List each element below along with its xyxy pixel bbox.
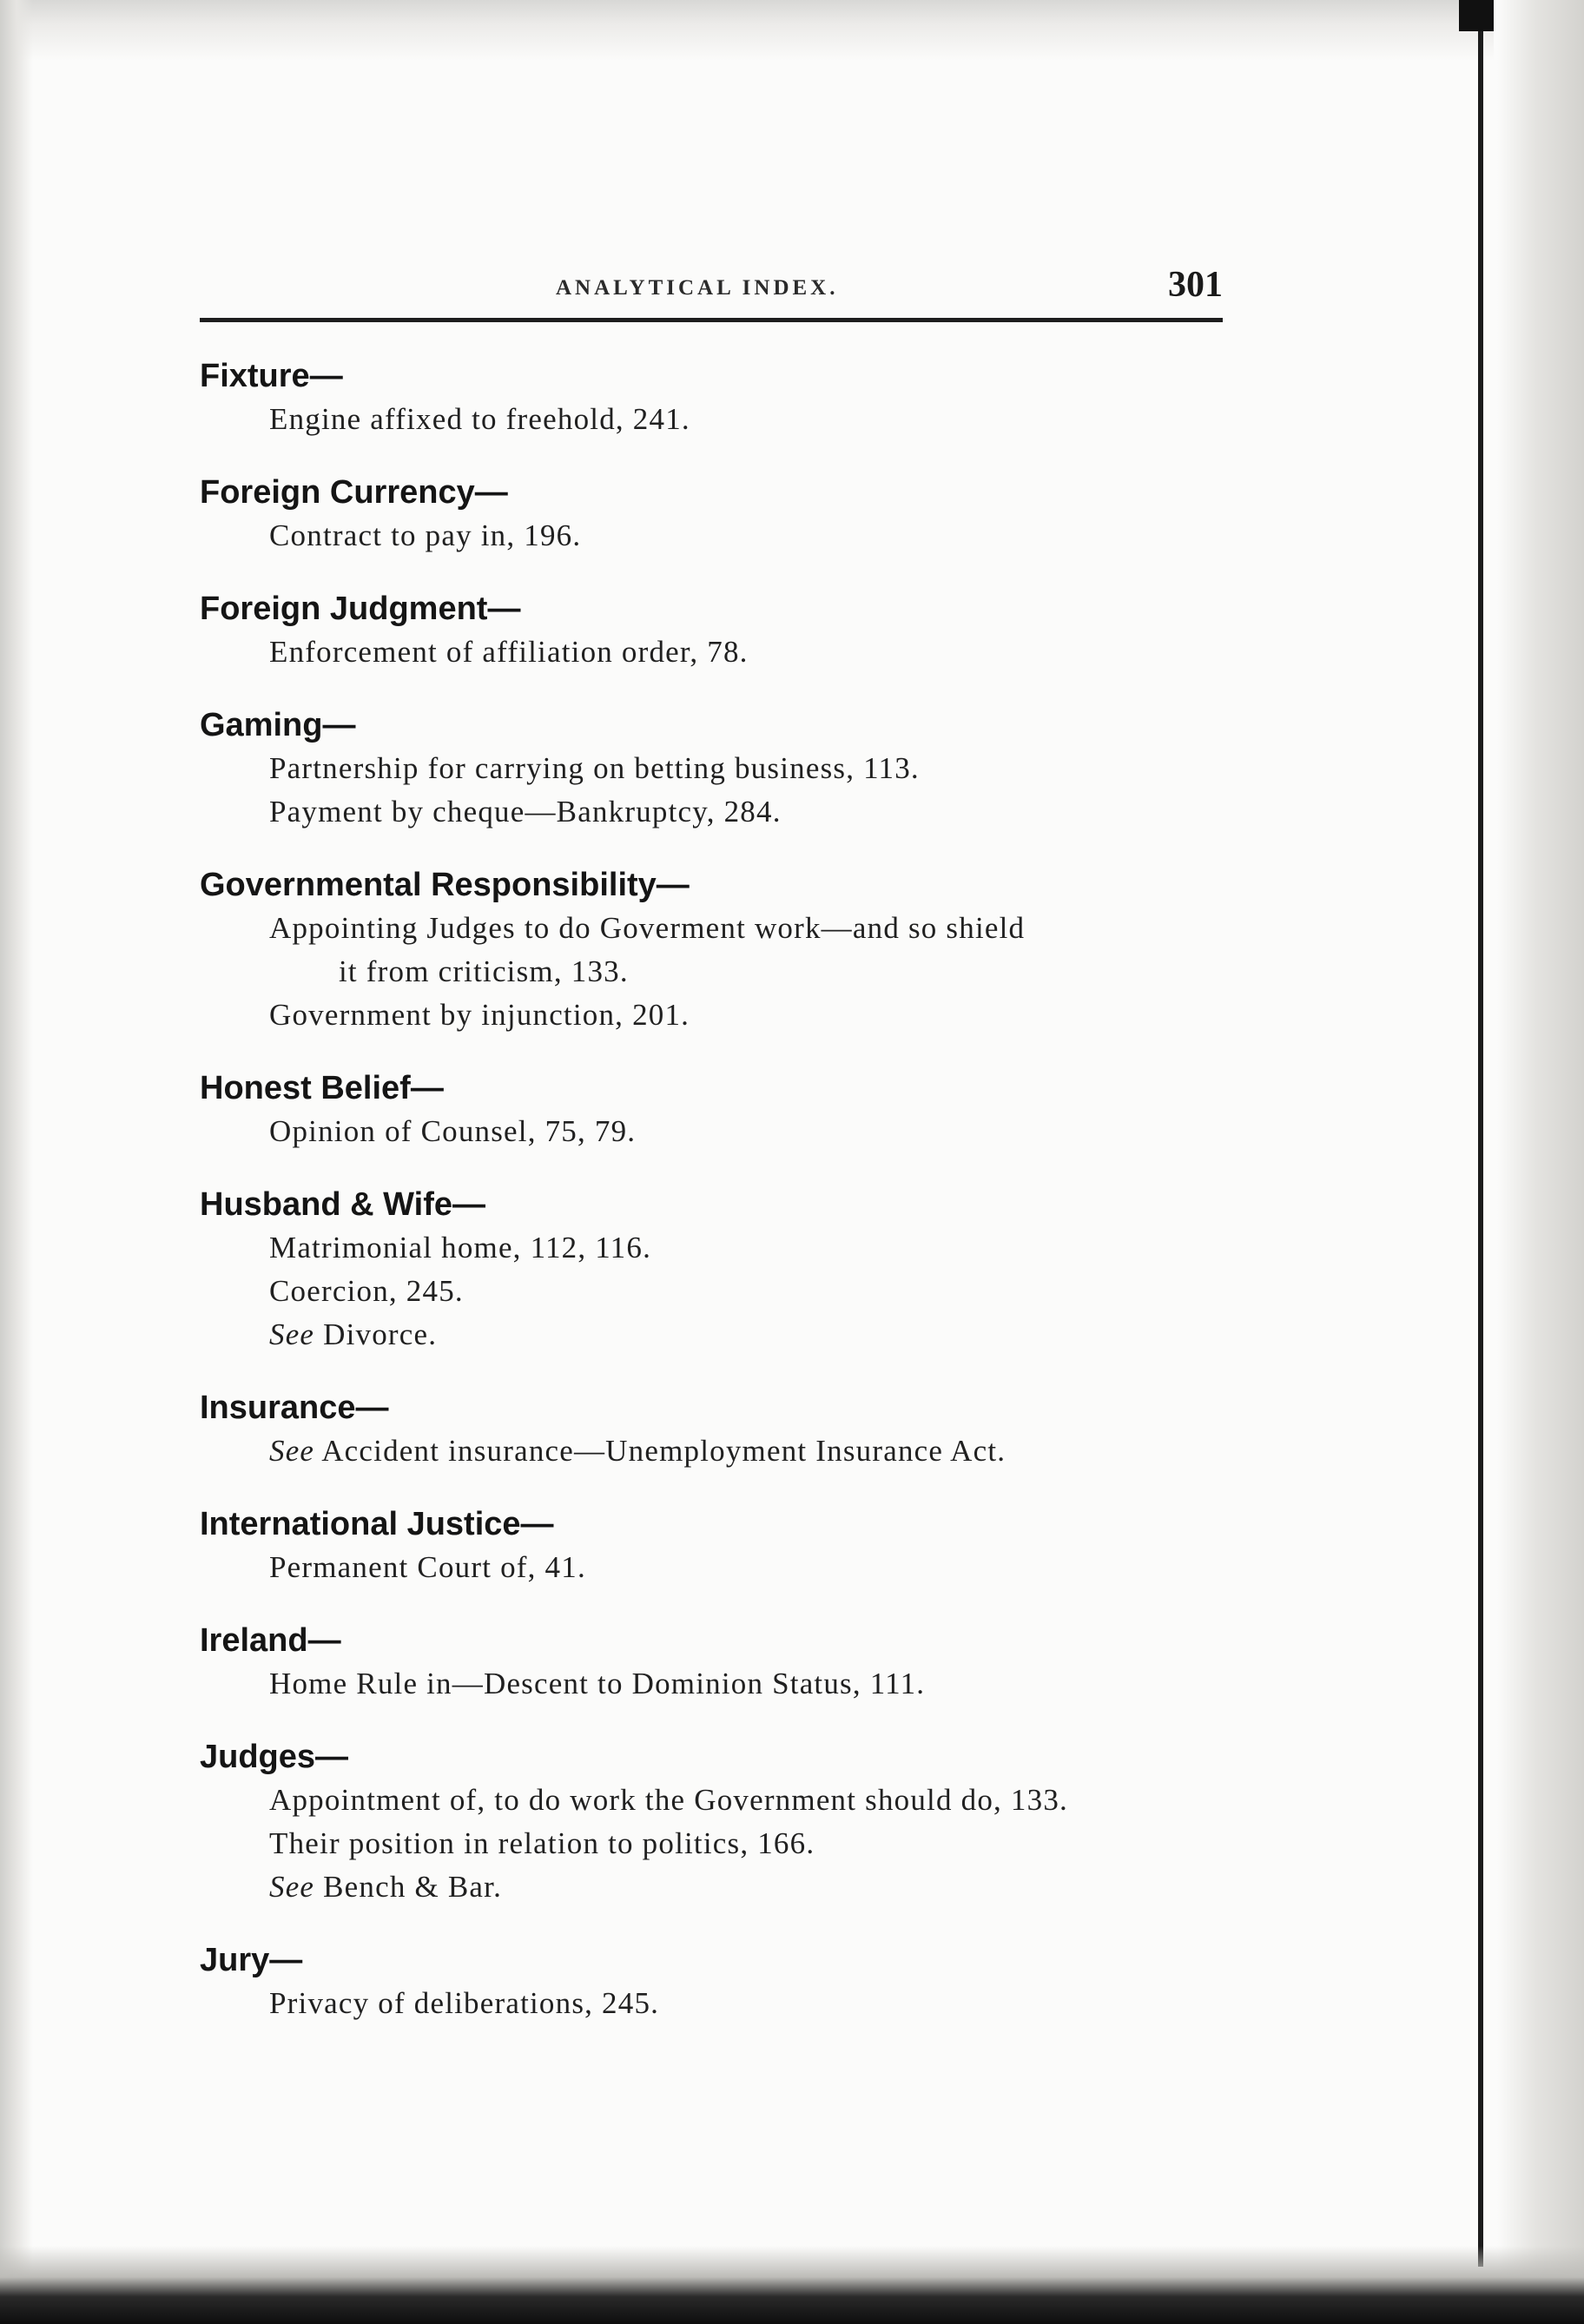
index-subentry: Enforcement of affiliation order, 78. bbox=[269, 635, 749, 669]
index-subentry: Home Rule in—Descent to Dominion Status, 111. bbox=[269, 1667, 926, 1700]
index-subentry: Partnership for carrying on betting business, 113. bbox=[269, 751, 920, 785]
see-label: See bbox=[269, 1870, 315, 1904]
page-number: 301 bbox=[1168, 265, 1223, 305]
index-entry-husband-wife bbox=[200, 1183, 1268, 1357]
index-subentry: Contract to pay in, 196. bbox=[269, 518, 582, 552]
index-term: Husband & Wife— bbox=[200, 1186, 485, 1223]
index-term: International Justice— bbox=[200, 1506, 554, 1542]
index-subentry: Appointment of, to do work the Government should do, 133. bbox=[269, 1783, 1068, 1817]
index-term: Foreign Judgment— bbox=[200, 591, 521, 627]
index-subentry: Opinion of Counsel, 75, 79. bbox=[269, 1114, 637, 1148]
page-border-line bbox=[1478, 0, 1483, 2267]
header-rule bbox=[200, 318, 1223, 322]
index-term: Jury— bbox=[200, 1942, 303, 1978]
see-label: See bbox=[269, 1434, 315, 1468]
see-label: See bbox=[269, 1317, 315, 1351]
index-entry-fixture bbox=[200, 354, 1268, 441]
index-see-reference bbox=[200, 1313, 1268, 1357]
index-term: Honest Belief— bbox=[200, 1070, 444, 1106]
index-subentry: Payment by cheque—Bankruptcy, 284. bbox=[269, 795, 782, 829]
index-term: Ireland— bbox=[200, 1622, 341, 1659]
index-entry-jury bbox=[200, 1938, 1268, 2025]
scan-edge-bottom bbox=[0, 2246, 1584, 2324]
see-target: Divorce. bbox=[323, 1317, 438, 1351]
index-term: Gaming— bbox=[200, 707, 356, 743]
running-title: ANALYTICAL INDEX. bbox=[556, 276, 839, 300]
index-entry-governmental-responsibility bbox=[200, 863, 1268, 1037]
index-entry-honest-belief bbox=[200, 1066, 1268, 1153]
scan-edge-right bbox=[1497, 0, 1584, 2324]
index-see-reference bbox=[200, 1865, 1268, 1909]
index-subentry: Their position in relation to politics, 166. bbox=[269, 1826, 815, 1860]
scan-edge-left bbox=[0, 0, 33, 2324]
index-term: Fixture— bbox=[200, 358, 343, 394]
index-subentry: Permanent Court of, 41. bbox=[269, 1550, 586, 1584]
index-term: Insurance— bbox=[200, 1390, 389, 1426]
index-subentry: Coercion, 245. bbox=[269, 1274, 464, 1308]
index-entry-foreign-currency bbox=[200, 471, 1268, 558]
index-list bbox=[200, 354, 1268, 2055]
index-entry-international-justice bbox=[200, 1502, 1268, 1589]
index-see-reference bbox=[200, 1429, 1268, 1473]
index-entry-gaming bbox=[200, 703, 1268, 834]
index-entry-foreign-judgment bbox=[200, 587, 1268, 674]
see-target: Bench & Bar. bbox=[323, 1870, 503, 1904]
index-subentry: Privacy of deliberations, 245. bbox=[269, 1986, 660, 2020]
running-head bbox=[200, 261, 1223, 309]
scan-edge-top bbox=[0, 0, 1494, 61]
page-corner-shadow bbox=[1459, 0, 1494, 31]
index-subentry: Government by injunction, 201. bbox=[269, 998, 690, 1032]
index-subentry-continuation: it from criticism, 133. bbox=[339, 954, 629, 988]
index-term: Foreign Currency— bbox=[200, 474, 508, 511]
index-subentry: Engine affixed to freehold, 241. bbox=[269, 402, 690, 436]
index-entry-judges bbox=[200, 1735, 1268, 1909]
index-entry-insurance bbox=[200, 1386, 1268, 1473]
index-term: Governmental Responsibility— bbox=[200, 867, 690, 903]
index-subentry: Appointing Judges to do Goverment work—and so shield bbox=[269, 911, 1026, 945]
index-term: Judges— bbox=[200, 1739, 349, 1775]
index-subentry: Matrimonial home, 112, 116. bbox=[269, 1231, 652, 1264]
see-target: Accident insurance—Unemployment Insurance Act. bbox=[321, 1434, 1006, 1468]
index-entry-ireland bbox=[200, 1619, 1268, 1706]
